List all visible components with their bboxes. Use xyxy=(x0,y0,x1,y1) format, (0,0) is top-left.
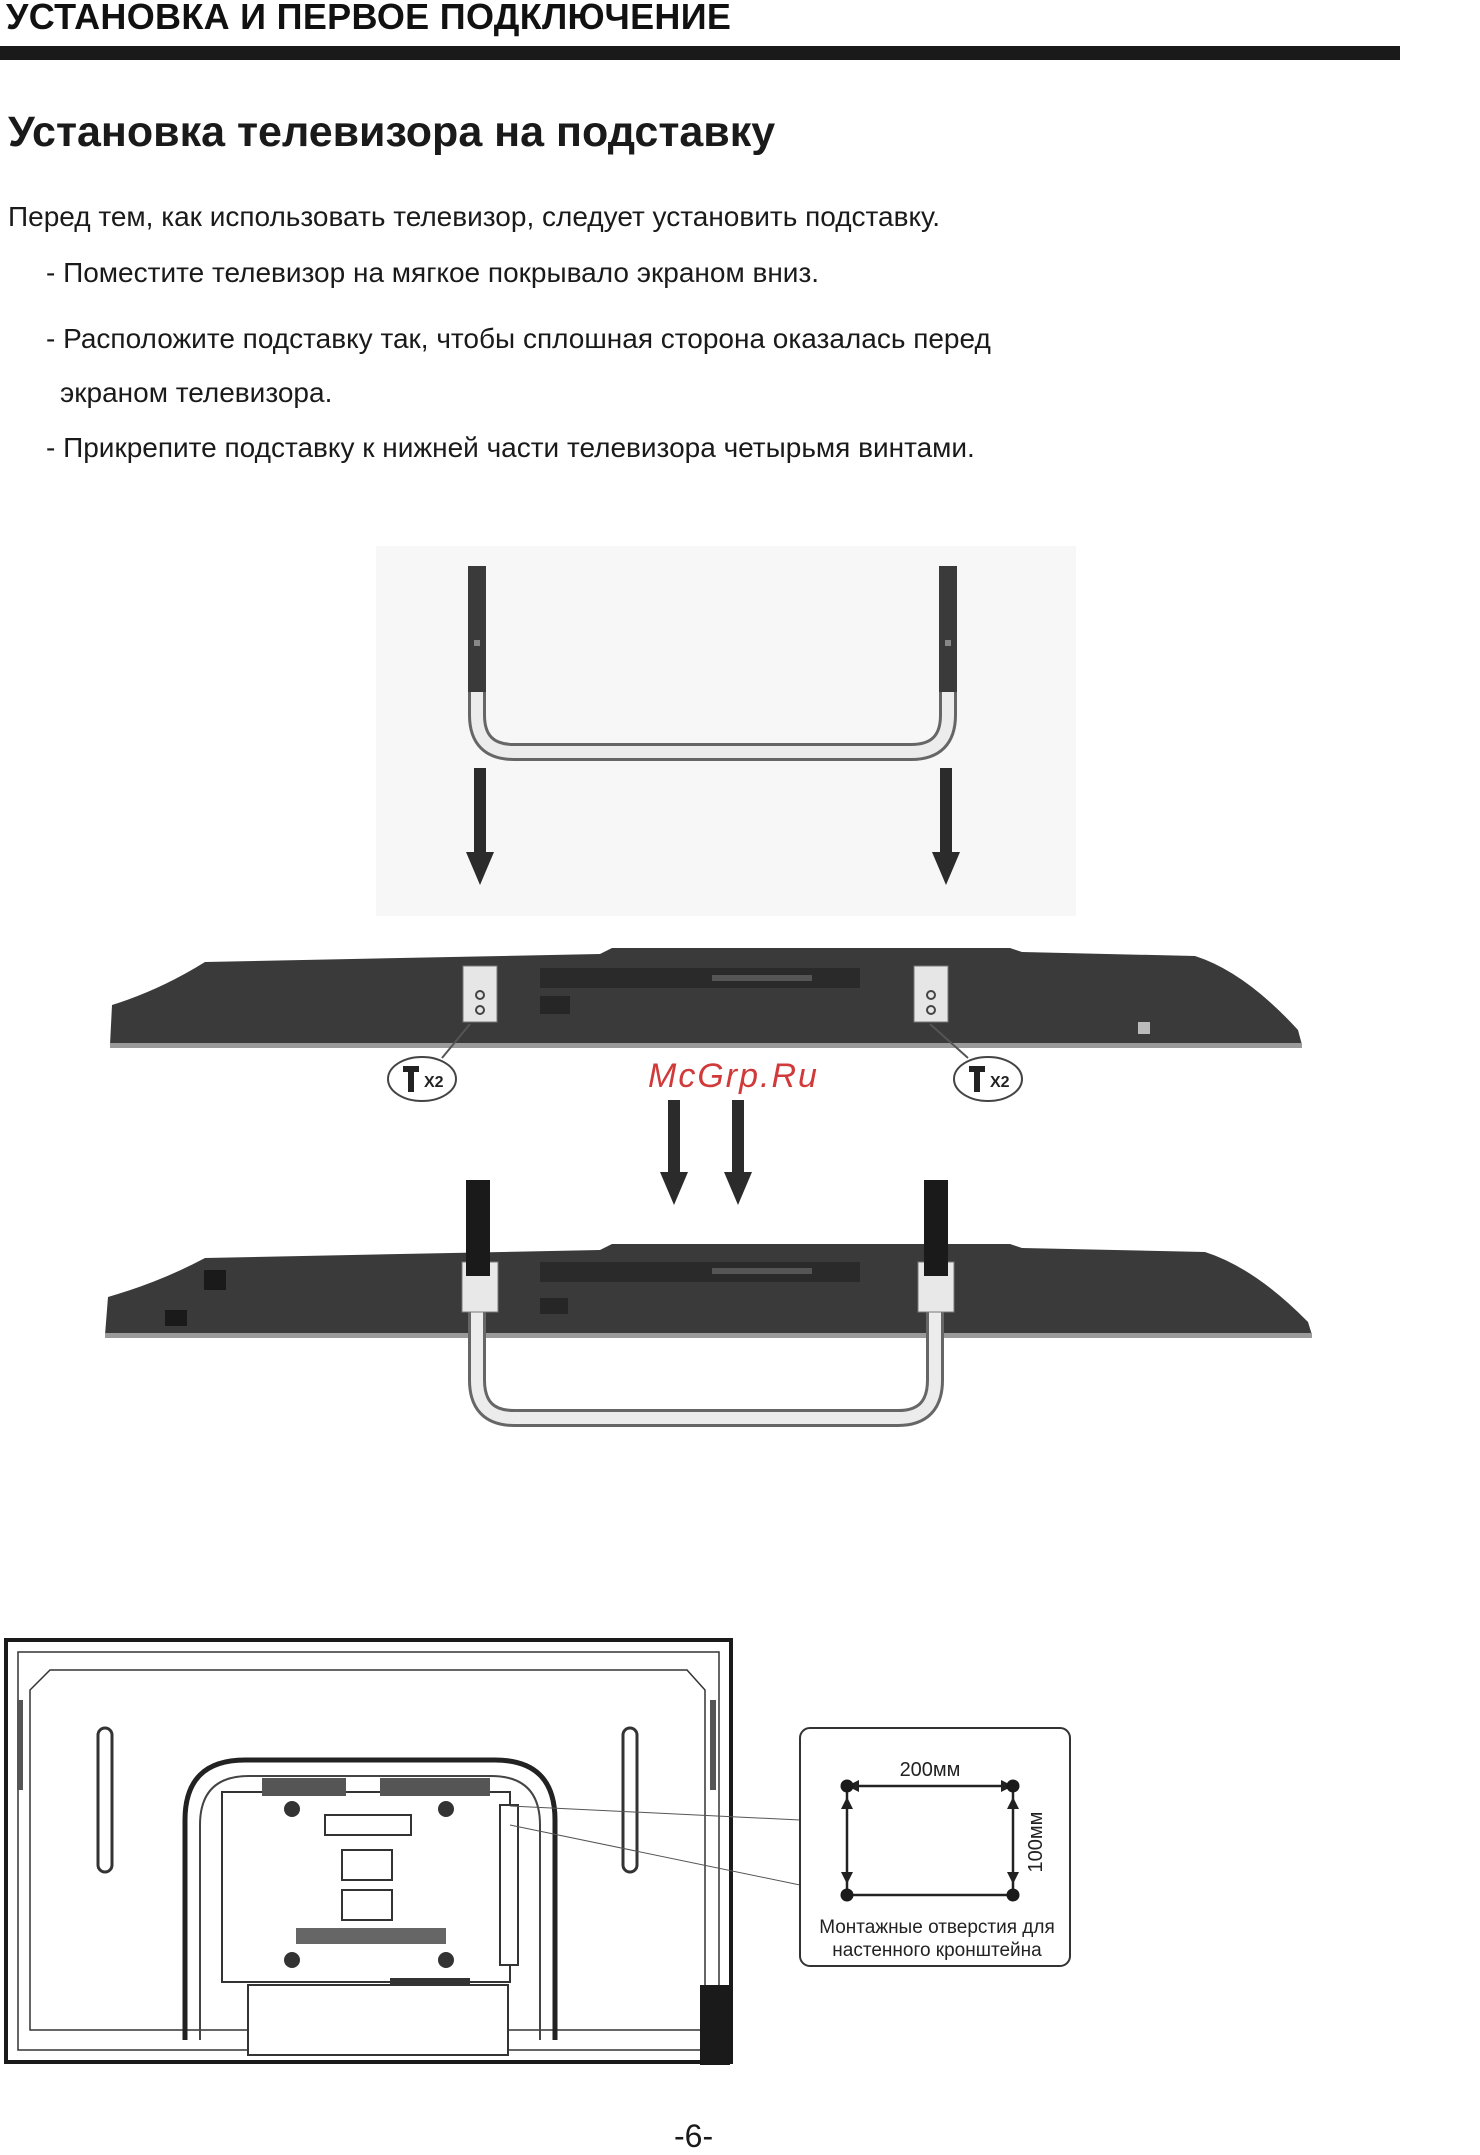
arrow-down-left xyxy=(474,768,486,854)
page-header-title: УСТАНОВКА И ПЕРВОЕ ПОДКЛЮЧЕНИЕ xyxy=(6,0,732,37)
mount-caption-line-2: настенного кронштейна xyxy=(832,1940,1042,1961)
step-1-text: - Поместите телевизор на мягкое покрывало экраном вниз. xyxy=(46,257,820,288)
tv-with-stand-attached xyxy=(105,1180,1312,1418)
wall-mount-detail xyxy=(800,1728,1070,1966)
arrow-down-right xyxy=(940,768,952,854)
section-title: Установка телевизора на подставку xyxy=(8,108,776,156)
step-2-text-line-2: экраном телевизора. xyxy=(60,377,333,408)
tv-body-top-view xyxy=(110,948,1302,1048)
tv-rear-view xyxy=(6,1640,800,2065)
mount-caption-line-1: Монтажные отверстия для xyxy=(819,1917,1055,1938)
stand-post-left xyxy=(468,566,486,692)
screw-count-right: X2 xyxy=(990,1074,1010,1091)
page-number: -6- xyxy=(674,2118,714,2154)
attached-post-left xyxy=(466,1180,490,1276)
arrows-attach xyxy=(660,1100,752,1205)
step-2-text-line-1: - Расположите подставку так, чтобы сплошная сторона оказалась перед xyxy=(46,323,991,354)
arrow-down-center-right xyxy=(732,1100,744,1176)
arrow-down-center-left xyxy=(668,1100,680,1176)
step-3-text: - Прикрепите подставку к нижней части телевизора четырьмя винтами. xyxy=(46,432,975,463)
mount-hole-bottom-right xyxy=(1007,1889,1020,1902)
intro-text: Перед тем, как использовать телевизор, следует установить подставку. xyxy=(8,201,941,232)
stand-post-right xyxy=(939,566,957,692)
mount-width-label: 200мм xyxy=(899,1759,961,1781)
mount-hole-bottom-left xyxy=(841,1889,854,1902)
mount-hole-top-right xyxy=(1007,1780,1020,1793)
mount-height-label: 100мм xyxy=(1025,1811,1047,1873)
screw-count-left: X2 xyxy=(424,1074,444,1091)
attached-post-right xyxy=(924,1180,948,1276)
mount-hole-top-left xyxy=(841,1780,854,1793)
watermark-text: McGrp.Ru xyxy=(648,1057,819,1095)
